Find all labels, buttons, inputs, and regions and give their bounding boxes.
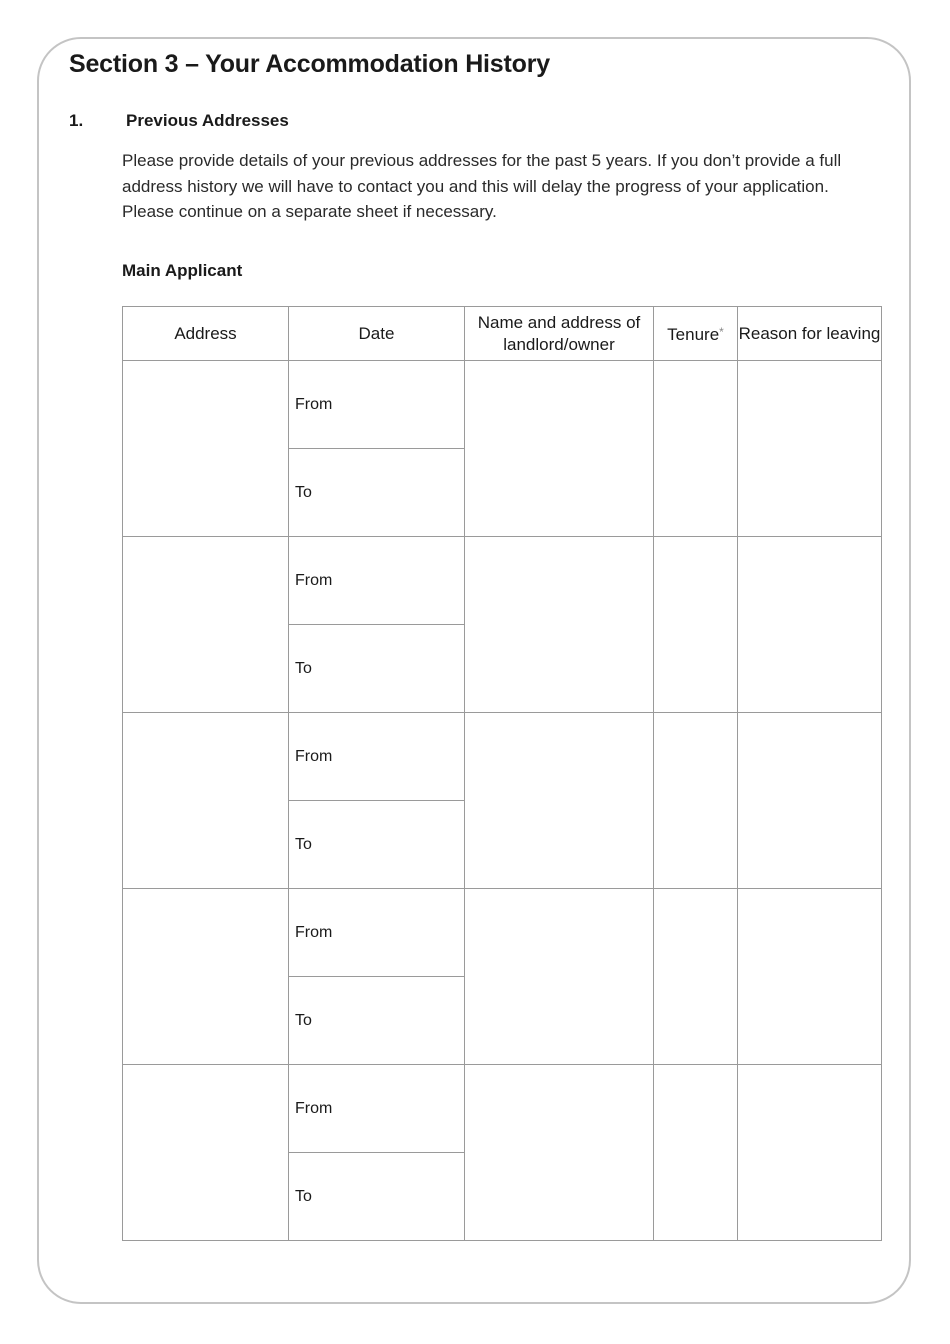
- address-field[interactable]: [123, 1065, 289, 1241]
- table-row: [123, 537, 882, 625]
- date-to-field[interactable]: To: [289, 1153, 465, 1241]
- table-header-row: [123, 307, 882, 361]
- tenure-field[interactable]: [654, 537, 738, 713]
- reason-field[interactable]: [738, 537, 882, 713]
- tenure-field[interactable]: [654, 361, 738, 537]
- section-title: Section 3 – Your Accommodation History: [69, 50, 550, 78]
- landlord-field[interactable]: [465, 361, 654, 537]
- header-landlord: Name and address of landlord/owner: [465, 307, 654, 361]
- date-from-field[interactable]: From: [289, 713, 465, 801]
- date-from-field[interactable]: From: [289, 537, 465, 625]
- date-to-field[interactable]: To: [289, 801, 465, 889]
- table-row: [123, 1065, 882, 1153]
- date-from-field[interactable]: From: [289, 1065, 465, 1153]
- question-title: Previous Addresses: [126, 111, 289, 130]
- table-row: [123, 713, 882, 801]
- date-to-field[interactable]: To: [289, 977, 465, 1065]
- header-tenure: [654, 307, 738, 361]
- reason-field[interactable]: [738, 889, 882, 1065]
- address-field[interactable]: [123, 889, 289, 1065]
- tenure-asterisk: *: [719, 325, 724, 339]
- reason-field[interactable]: [738, 713, 882, 889]
- landlord-field[interactable]: [465, 713, 654, 889]
- question-number: 1.: [69, 111, 84, 130]
- table-row: [123, 361, 882, 449]
- date-to-field[interactable]: To: [289, 625, 465, 713]
- landlord-field[interactable]: [465, 889, 654, 1065]
- instructions-text: Please provide details of your previous addresses for the past 5 years. If you don’t provide a full address history we will have to contact you and this will delay the progress of your application. Please continue on a separate sheet if necessary.: [122, 151, 842, 221]
- date-to-field[interactable]: To: [289, 449, 465, 537]
- address-history-table: [122, 306, 882, 1241]
- header-address: Address: [123, 307, 289, 361]
- address-field[interactable]: [123, 713, 289, 889]
- header-date: Date: [289, 307, 465, 361]
- applicant-label: Main Applicant: [122, 261, 243, 280]
- address-field[interactable]: [123, 537, 289, 713]
- date-from-field[interactable]: From: [289, 361, 465, 449]
- tenure-field[interactable]: [654, 1065, 738, 1241]
- reason-field[interactable]: [738, 1065, 882, 1241]
- date-from-field[interactable]: From: [289, 889, 465, 977]
- reason-field[interactable]: [738, 361, 882, 537]
- table-row: [123, 889, 882, 977]
- address-field[interactable]: [123, 361, 289, 537]
- tenure-field[interactable]: [654, 889, 738, 1065]
- landlord-field[interactable]: [465, 1065, 654, 1241]
- header-reason: Reason for leaving: [738, 307, 882, 361]
- landlord-field[interactable]: [465, 537, 654, 713]
- tenure-field[interactable]: [654, 713, 738, 889]
- header-tenure-label: Tenure: [667, 325, 720, 344]
